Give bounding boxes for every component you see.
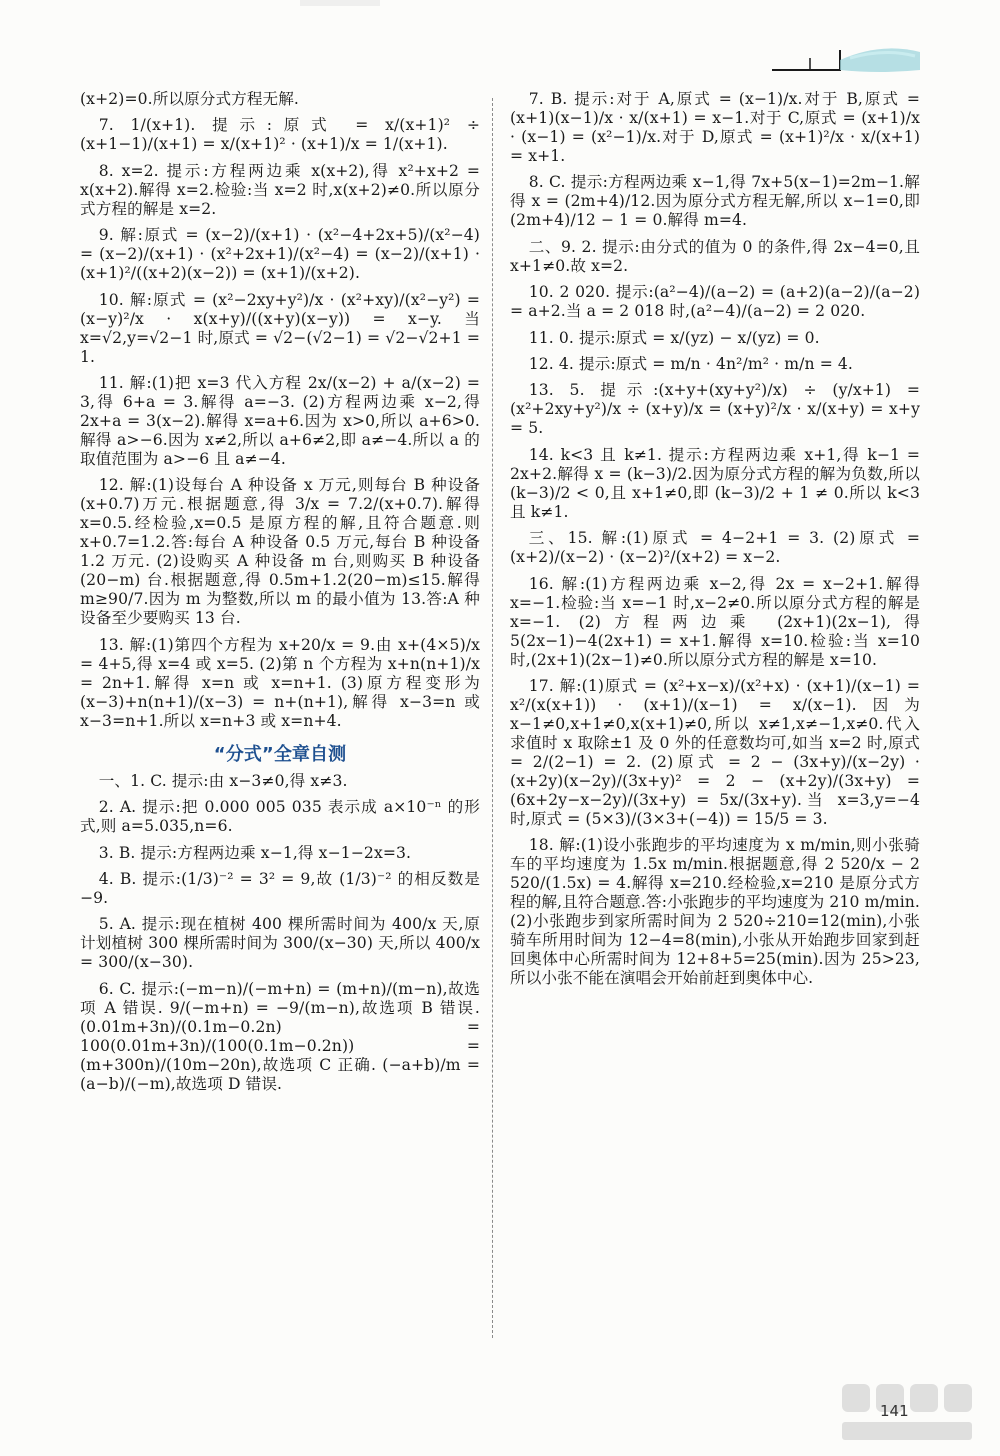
test-answer-1: 一、1. C. 提示:由 x−3≠0,得 x≠3. <box>98 771 348 790</box>
answer-11: 11. 解:(1)把 x=3 代入方程 2x/(x−2) + a/(x−2) = 3,得 6+a = 3.解得 a=−3. (2)方程两边乘 x−2,得 2x+a = 3(x−2).解得 x=a+6.因为 x>0,所以 a+6>0.解得 a>−6.因为 x≠2,所以 a+6≠2,即 a≠−4.所以 a 的取值范围为 a>−6 且 a≠−4. <box>80 373 480 468</box>
test-answer-12: 12. 4. 提示:原式 = m/n · 4n²/m² · m/n = 4. <box>528 354 853 373</box>
test-answer-15: 三、15. 解:(1)原式 = 4−2+1 = 3. (2)原式 = (x+2)/(x−2) · (x−2)²/(x+2) = x−2. <box>510 529 920 567</box>
answer-12: 12. 解:(1)设每台 A 种设备 x 万元,则每台 B 种设备 (x+0.7)万元.根据题意,得 3/x = 7.2/(x+0.7).解得 x=0.5.经检验,x=0.5 是原方程的解,且符合题意.则 x+0.7=1.2.答:每台 A 种设备 0.5 万元,每台 B 种设备 1.2 万元. (2)设购买 A 种设备 m 台,则购买 B 种设备 (20−m) 台.根据题意,得 0.5m+1.2(20−m)≤15.解得 m≥90/7.因为 m 为整数,所以 m 的最小值为 13.答:A 种设备至少要购买 13 台. <box>80 476 480 628</box>
column-divider <box>492 98 493 1338</box>
test-answer-13: 13. 5. 提示:(x+y+(xy+y²)/x) ÷ (y/x+1) = (x²+2xy+y²)/x ÷ (x+y)/x = (x+y)²/x · x/(x+y) = x+y = 5. <box>510 381 920 438</box>
corner-decoration <box>770 40 920 76</box>
test-answer-11: 11. 0. 提示:原式 = x/(yz) − x/(yz) = 0. <box>528 328 820 347</box>
test-answer-10: 10. 2 020. 提示:(a²−4)/(a−2) = (a+2)(a−2)/(a−2) = a+2.当 a = 2 018 时,(a²−4)/(a−2) = 2 020. <box>510 283 920 321</box>
answer-7: 7. 1/(x+1). 提示:原式 = x/(x+1)² ÷ (x+1−1)/(x+1) = x/(x+1)² · (x+1)/x = 1/(x+1). <box>80 116 480 154</box>
section-title: “分式”全章自测 <box>213 743 347 765</box>
page-number: 141 <box>880 1402 909 1420</box>
answer-13: 13. 解:(1)第四个方程为 x+20/x = 9.由 x+(4×5)/x = 4+5,得 x=4 或 x=5. (2)第 n 个方程为 x+n(n+1)/x = 2n+1.解得 x=n 或 x=n+1. (3)原方程变形为 (x−3)+n(n+1)/(x−3) = n+(n+1),解得 x−3=n 或 x−3=n+1.所以 x=n+3 或 x=n+4. <box>80 635 480 730</box>
test-answer-17: 17. 解:(1)原式 = (x²+x−x)/(x²+x) · (x+1)/(x−1) = x²/(x(x+1)) · (x+1)/(x−1) = x/(x−1).因为 x−1≠0,x+1≠0,x(x+1)≠0,所以 x≠1,x≠−1,x≠0.代入求值时 x 取除±1 及 0 外的任意数均可,如当 x=2 时,原式 = 2/(2−1) = 2. (2)原式 = 2 − (3x+y)/(x−2y) · (x+2y)(x−2y)/(3x+y)² = 2 − (x+2y)/(3x+y) = (6x+2y−x−2y)/(3x+y) = 5x/(3x+y).当 x=3,y=−4 时,原式 = (5×3)/(3×3+(−4)) = 15/5 = 3. <box>510 676 920 828</box>
answer-8: 8. x=2. 提示:方程两边乘 x(x+2),得 x²+x+2 = x(x+2).解得 x=2.检验:当 x=2 时,x(x+2)≠0.所以原分式方程的解是 x=2. <box>80 161 480 218</box>
scan-smudge <box>300 0 380 10</box>
test-answer-6: 6. C. 提示:(−m−n)/(−m+n) = (m+n)/(m−n),故选项 A 错误. 9/(−m+n) = −9/(m−n),故选项 B 错误. (0.01m+3n)/(0.1m−0.2n) = 100(0.01m+3n)/(100(0.1m−0.2n)) = (m+300n)/(10m−20n),故选项 C 正确. (−a+b)/m = (a−b)/(−m),故选项 D 错误. <box>80 979 480 1093</box>
test-answer-7: 7. B. 提示:对于 A,原式 = (x−1)/x.对于 B,原式 = (x+1)(x−1)/x · x/(x+1) = x−1.对于 C,原式 = (x+1)/x · (x−1) = (x²−1)/x.对于 D,原式 = (x+1)²/x · x/(x+1) = x+1. <box>510 90 920 165</box>
answer-10: 10. 解:原式 = (x²−2xy+y²)/x · (x²+xy)/(x²−y²) = (x−y)²/x · x(x+y)/((x+y)(x−y)) = x−y. 当 x=√2,y=√2−1 时,原式 = √2−(√2−1) = √2−√2+1 = 1. <box>80 290 480 366</box>
test-answer-3: 3. B. 提示:方程两边乘 x−1,得 x−1−2x=3. <box>98 843 412 862</box>
test-answer-4: 4. B. 提示:(1/3)⁻² = 3² = 9,故 (1/3)⁻² 的相反数是 −9. <box>80 869 480 907</box>
left-column <box>80 90 480 1101</box>
test-answer-18: 18. 解:(1)设小张跑步的平均速度为 x m/min,则小张骑车的平均速度为 1.5x m/min.根据题意,得 2 520/x − 2 520/(1.5x) = 4.解得 x=210.经检验,x=210 是原分式方程的解,且符合题意.答:小张跑步的平均速度为 210 m/min. (2)小张跑步到家所需时间为 2 520÷210=12(min),小张骑车所用时间为 12−4=8(min),小张从开始跑步回家到赶回奥体中心所需时间为 12+8+5=25(min).因为 25>23,所以小张不能在演唱会开始前赶到奥体中心. <box>510 836 920 988</box>
test-answer-9: 二、9. 2. 提示:由分式的值为 0 的条件,得 2x−4=0,且 x+1≠0.故 x=2. <box>510 237 920 275</box>
answer-9: 9. 解:原式 = (x−2)/(x+1) · (x²−4+2x+5)/(x²−4) = (x−2)/(x+1) · (x²+2x+1)/(x²−4) = (x−2)/(x+1) · (x+1)²/((x+2)(x−2)) = (x+1)/(x+2). <box>80 226 480 283</box>
right-column <box>510 90 920 996</box>
test-answer-16: 16. 解:(1)方程两边乘 x−2,得 2x = x−2+1.解得 x=−1.检验:当 x=−1 时,x−2≠0.所以原分式方程的解是 x=−1. (2)方程两边乘 (2x+1)(2x−1),得 5(2x−1)−4(2x+1) = x+1.解得 x=10.检验:当 x=10 时,(2x+1)(2x−1)≠0.所以原分式方程的解是 x=10. <box>510 574 920 669</box>
test-answer-5: 5. A. 提示:现在植树 400 棵所需时间为 400/x 天,原计划植树 300 棵所需时间为 300/(x−30) 天,所以 400/x = 300/(x−30). <box>80 915 480 972</box>
test-answer-8: 8. C. 提示:方程两边乘 x−1,得 7x+5(x−1)=2m−1.解得 x = (2m+4)/12.因为原分式方程无解,所以 x−1=0,即 (2m+4)/12 − 1 = 0.解得 m=4. <box>510 173 920 230</box>
test-answer-14: 14. k<3 且 k≠1. 提示:方程两边乘 x+1,得 k−1 = 2x+2.解得 x = (k−3)/2.因为原分式方程的解为负数,所以 (k−3)/2 < 0,且 x+1≠0,即 (k−3)/2 + 1 ≠ 0.所以 k<3 且 k≠1. <box>510 445 920 521</box>
test-answer-2: 2. A. 提示:把 0.000 005 035 表示成 a×10⁻ⁿ 的形式,则 a=5.035,n=6. <box>80 798 480 836</box>
answer-text: (x+2)=0.所以原分式方程无解. <box>80 90 299 108</box>
